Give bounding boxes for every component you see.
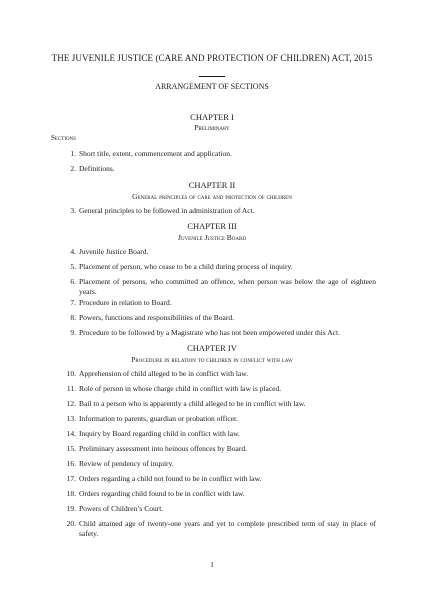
item-text: Role of person in whose charge child in conflict with law is placed. [79, 384, 282, 393]
item-number: 11. [66, 384, 76, 393]
item-number: 6. [70, 277, 76, 286]
chapter-3-label: CHAPTER III [187, 221, 237, 231]
item-text: Procedure to be followed by a Magistrate who has not been empowered under this Act. [79, 328, 340, 337]
title-divider [199, 76, 225, 77]
arrangement-heading: ARRANGEMENT OF SECTIONS [155, 82, 269, 91]
item-text: Definitions. [79, 164, 115, 173]
item-text: Procedure in relation to Board. [79, 298, 172, 307]
item-number: 5. [70, 262, 76, 271]
item-text: Child attained age of twenty-one years and yet to complete prescribed term of stay in place of safety. [79, 519, 376, 538]
chapter-3-title: Juvenile Justice Board [178, 233, 246, 242]
item-number: 10. [66, 369, 76, 378]
item-number: 18. [66, 489, 76, 498]
chapter-1-label: CHAPTER I [190, 112, 234, 122]
item-number: 4. [70, 247, 76, 256]
act-title: THE JUVENILE JUSTICE (CARE AND PROTECTION OF CHILDREN) ACT, 2015 [51, 53, 373, 63]
item-number: 2. [70, 164, 76, 173]
item-number: 19. [66, 504, 76, 513]
page-number: 1 [210, 560, 214, 569]
chapter-1-title: Preliminary [194, 123, 230, 132]
item-number: 14. [66, 429, 76, 438]
item-number: 12. [66, 399, 76, 408]
item-number: 15. [66, 444, 76, 453]
item-text: Powers of Children’s Court. [79, 504, 164, 513]
item-number: 1. [70, 149, 76, 158]
item-text: Preliminary assessment into heinous offences by Board. [79, 444, 247, 453]
item-text: Placement of persons, who committed an offence, when person was below the age of eighteen years. [79, 277, 376, 296]
chapter-4-title: Procedure in relation to children in conflict with law [131, 355, 293, 364]
item-text: Apprehension of child alleged to be in conflict with law. [79, 369, 249, 378]
item-text: Juvenile Justice Board. [79, 247, 149, 256]
item-number: 13. [66, 414, 76, 423]
sections-label: Sections [51, 134, 77, 142]
chapter-2-label: CHAPTER II [188, 180, 236, 190]
chapter-2-title: General principles of care and protection of children [132, 192, 292, 201]
chapter-4-label: CHAPTER IV [187, 343, 237, 353]
item-text: General principles to be followed in administration of Act. [79, 206, 255, 215]
item-number: 8. [70, 313, 76, 322]
item-number: 9. [70, 328, 76, 337]
item-number: 20. [66, 519, 76, 528]
item-number: 17. [66, 474, 76, 483]
item-text: Powers, functions and responsibilities of the Board. [79, 313, 234, 322]
item-text: Placement of person, who cease to be a child during process of inquiry. [79, 262, 293, 271]
item-text: Short title, extent, commencement and application. [79, 149, 232, 158]
item-text: Review of pendency of inquiry. [79, 459, 174, 468]
item-number: 16. [66, 459, 76, 468]
item-text: Information to parents, guardian or probation officer. [79, 414, 238, 423]
item-text: Inquiry by Board regarding child in conflict with law. [79, 429, 240, 438]
item-text: Bail to a person who is apparently a child alleged to be in conflict with law. [79, 399, 306, 408]
item-text: Orders regarding child found to be in conflict with law. [79, 489, 245, 498]
item-text: Orders regarding a child not found to be in conflict with law. [79, 474, 262, 483]
item-number: 3. [70, 206, 76, 215]
item-number: 7. [70, 298, 76, 307]
